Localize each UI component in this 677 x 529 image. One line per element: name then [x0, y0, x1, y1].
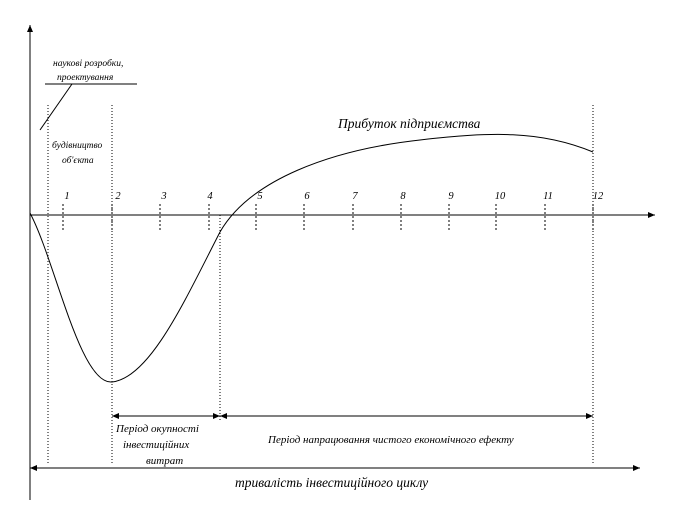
tick-label-12: 12 — [592, 191, 604, 202]
payback-label-line2: інвестиційних — [123, 439, 190, 451]
tick-label-11: 11 — [543, 191, 553, 202]
research-label-leader — [40, 84, 72, 130]
research-label-line1: наукові розробки, — [53, 59, 124, 69]
tick-label-1: 1 — [64, 191, 70, 202]
construction-label-line2: об'єкта — [62, 156, 94, 166]
cash-flow-curve — [30, 134, 593, 382]
tick-label-3: 3 — [161, 191, 167, 202]
tick-label-8: 8 — [400, 191, 406, 202]
tick-label-2: 2 — [115, 191, 121, 202]
cycle-label: тривалість інвестиційного циклу — [235, 475, 429, 490]
net-effect-label: Період напрацювання чистого економічного ефекту — [268, 434, 514, 446]
research-label-line2: проектування — [57, 73, 114, 83]
tick-label-10: 10 — [494, 191, 506, 202]
payback-label-line1: Період окупності — [116, 423, 199, 435]
profit-label: Прибуток підприємства — [338, 116, 481, 131]
payback-label-line3: витрат — [146, 455, 184, 467]
construction-label-line1: будівництво — [52, 141, 103, 151]
tick-label-5: 5 — [257, 191, 263, 202]
tick-label-6: 6 — [304, 191, 310, 202]
tick-label-9: 9 — [448, 191, 454, 202]
tick-label-4: 4 — [207, 191, 213, 202]
tick-label-7: 7 — [352, 191, 358, 202]
